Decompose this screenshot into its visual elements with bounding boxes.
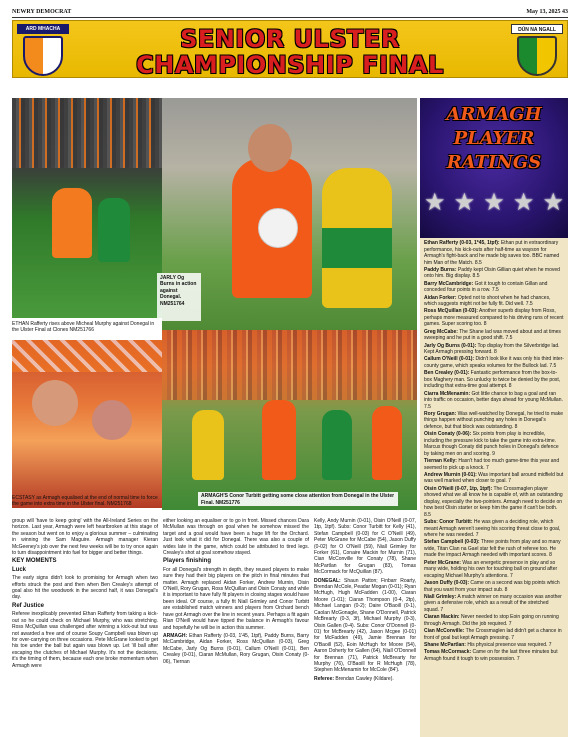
- players-finishing-heading: Players finishing: [163, 558, 212, 565]
- armagh-crest: [17, 24, 69, 76]
- ref-text: Referee inexplicably prevented Ethan Rafferty from taking a kick-out so he could check on Michael Murphy, who was stretching. Ross McQuillan was challenged after winning a kick-out but was not awarded a free and of course Soupy Campbell was blown up for over-carrying on three occasions. Pete McGrane looked to get his toe under the ball but again was blown up. Let 'ill ball after escaping the clutches of Michael Murphy. It's not the decisions, it's the timing of them, because each one broke momentum when Armagh were: [12, 611, 158, 669]
- rating-entry: [424, 343, 564, 356]
- rating-text: He was given a deciding role, which meant Armagh weren't seeing his scoring threat close to goal, where he was needed. 7: [424, 519, 561, 539]
- rating-player-name: Callum O'Neill (0-01):: [424, 356, 475, 363]
- rating-text: Opted not to shoot when he had chances, which suggests might not be fully fit. Did well. 7.5: [424, 294, 551, 308]
- rating-player-name: Ciaran Mackin:: [424, 614, 460, 621]
- rating-entry: [424, 370, 564, 390]
- rating-text: Six points from play is incredible, including the pressure kick to take the game into extra-time. Marcus though Conaty did punch holes in Donegal's defence by taking men on and scoring. 9: [424, 431, 559, 457]
- rating-entry: [424, 560, 564, 580]
- rating-player-name: Jason Duffy (0-03):: [424, 580, 470, 587]
- photo-ethan-rafferty: [12, 98, 162, 318]
- key-moments-heading: KEY MOMENTS: [12, 558, 57, 565]
- headline-line-1: SENIOR ULSTER: [180, 25, 400, 53]
- donegal-lineup: [314, 578, 416, 674]
- rating-player-name: Oisin O'Neill (0-07, 1tp, 1tpf):: [424, 485, 493, 492]
- rating-player-name: Subs: Conor Turbitt:: [424, 519, 473, 526]
- rating-text: Got it tough to contain Gillan and conceded four points in a row. 7.5: [424, 280, 548, 294]
- donegal-lineup-text: Shaun Patton; Finbarr Roarty, Brendan McCole, Peadar Mogan (0-01); Ryan McHugh, Hugh McFadden (1-00), Ciaran Moore (1-01); Ciaran Thompson (0-4, 2tp), Michael Langan (0-2); Daire O'Baoill (0-1), Caolan McGonagle, Shane O'Donnell, Patrick McBrearty (0-3, 3f), Michael Murphy (0-3), Oisin Gallen (0-4). Subs: Conor O'Donnell (0-01) for McBrearty (42), Jason Mcgee (0-01) for McFadden (49), Jamie Brennan for O'Baoill (52), Eoin McHugh for Moore (54), Aaron Doherty for Gallen (64), Niall O'Donnell for Brennan (71), Patrick McBrearty for Murphy (76), O'Baoill for R McHugh (78), Stephen McMenamin for McCole (84').: [314, 577, 416, 674]
- armagh-lineup-label: ARMAGH:: [163, 632, 188, 639]
- rating-player-name: Cian McConville:: [424, 628, 465, 635]
- rating-entry: [424, 642, 564, 649]
- donegal-shield-icon: [517, 36, 557, 76]
- rating-text: Didn't look like it was only his third inter-county game, which speaks volumes for the Bullock lad. 7.5: [424, 356, 564, 369]
- photo-conor-turbitt: [162, 330, 417, 510]
- star-icon: ★: [453, 189, 476, 216]
- rating-entry: [424, 458, 564, 471]
- rating-text: The Shane lad was moved about and at times sweeping and he put in a good shift. 7.5: [424, 328, 561, 342]
- rating-text: A match winner on many occasion was another given a defensive role, which as a result of the stretched squad. 7: [424, 593, 562, 613]
- rating-text: The Crossmaglen lad didn't get a chance in front of goal but kept Armagh pressing. 7: [424, 628, 562, 641]
- headline-banner: [12, 20, 568, 78]
- article-column-2: [163, 518, 309, 667]
- rating-player-name: Shane McPartlan:: [424, 641, 466, 648]
- rating-text: Hasn't had too much game-time this year and seemed to pick up a knock. 7: [424, 458, 560, 471]
- rating-player-name: Andrew Murnin (0-01):: [424, 471, 477, 478]
- rating-text: Fantastic performance from the box-to-box Maghery man. So unlucky to twice be denied by the post, including that extra-time goal attempt. 8: [424, 370, 561, 390]
- ratings-list: [424, 240, 564, 663]
- armagh-shield-icon: [23, 36, 63, 76]
- armagh-crest-label: ARD MHACHA: [17, 24, 69, 34]
- rating-text: Was an energetic presence in play and so many wide, holding his own for touching ball on ground after escaping Michael Murphy's attentions. 7: [424, 559, 558, 579]
- armagh-lineup-text: Ethan Rafferty (0-03, 1'45, 1tpf), Paddy Burns, Barry McCambridge, Aidan Forker, Ross McQuillan (0-03), Greg McCabe, Jarly Og Burns (0-01), Callum O'Neill (0-01), Ben Crealey (0-01), Ciaran McMullan, Rory Grugan, Oisin Conaty (0-06), Tiernan: [163, 632, 309, 665]
- rating-text: Was important ball around midfield but was well marked when closer to goal. 7: [424, 471, 564, 485]
- players-finishing-text: For all Donegal's strength in depth, they reused players to make sure they had their big players on the pitch in final minutes that matter. Armagh replaced Aidan Forker, Andrew Murnin, Oisin O'Neill, Rory Grugan, Ross McQuillan and Oisin Conaty and while it is important to have fully fit players in closing stages would have been ideal. Of course, a fully fit Niall Grimley and Conor Turbitt are established match winners and players from Orchard bench have got Armagh over the line in recent years. Perhaps a fit again Rian O'Neill would have tipped the balance in Armagh's favour and hopefully he will be in action this summer.: [163, 566, 310, 631]
- caption-conor: ARMAGH'S Conor Turbitt getting some close attention from Donegal in the Ulster Final. NM251776: [198, 492, 398, 506]
- rating-text: Three points from play and so many wide, Titan Clan na Gael star felt the rush of referee too. He made the impact Armagh needed with important scores. 8: [424, 539, 561, 559]
- donegal-crest: [511, 24, 563, 76]
- rating-player-name: Stefan Campbell (0-03):: [424, 539, 480, 546]
- rating-player-name: Jarly Og Burns (0-01):: [424, 342, 477, 349]
- rating-text: Got little chance to bag a goal and ran into traffic on occasion, better days ahead for young McMullan. 7.5: [424, 390, 563, 410]
- rating-text: Ethan put in extraordinary performance, his kick-outs after half-time as wayson for Armagh's fight-back and he made big saves too. BBC named him Man of the Match. 8.5: [424, 240, 560, 266]
- rating-entry: [424, 539, 564, 559]
- rating-entry: [424, 594, 564, 614]
- rating-player-name: Rory Grugan:: [424, 410, 457, 417]
- missed-chances-text: either looking an equaliser or to go in front. Missed chances Dara McMullan was through on goal when he somehow missed the target and a goal would have been a huge lift for the Orchard. Just look what it did for Donegal. There was also a couple of wides late in the game, which could be attributed to tired legs. Crealey's shot at goal somehow stayed.: [163, 518, 309, 557]
- rating-entry: [424, 308, 564, 328]
- ratings-header: [420, 98, 568, 238]
- donegal-lineup-label: DONEGAL:: [314, 577, 341, 584]
- rating-entry: [424, 356, 564, 369]
- rating-player-name: Paddy Burns:: [424, 266, 457, 273]
- rating-player-name: Peter McGrane:: [424, 559, 461, 566]
- luck-heading: Luck: [12, 566, 27, 573]
- paper-name: NEWRY DEMOCRAT: [12, 8, 72, 15]
- rating-entry: [424, 519, 564, 539]
- rating-entry: [424, 431, 564, 457]
- caption-ethan: ETHAN Rafferty rises above Micheal Murphy against Donegal in the Ulster Final at Clones NM251766: [12, 321, 155, 334]
- rating-player-name: Aidan Forker:: [424, 294, 457, 301]
- rating-text: The Crossmaglen player showed what we all know he is capable of, with an outstanding display, especially the two-pointers. Armagh need to decide on how best Oisin starter or keep him the game if can't be both. 8.5: [424, 485, 563, 518]
- rating-entry: [424, 649, 564, 662]
- rating-entry: [424, 614, 564, 627]
- rating-player-name: Oisin Conaty (0-06):: [424, 431, 472, 438]
- page-date: May 13, 2025 43: [526, 8, 568, 15]
- rating-text: Paddy kept Oisin Gillian quiet when he moved onto him. Big display. 8.5: [424, 266, 560, 280]
- rating-player-name: Barry McCambridge:: [424, 280, 474, 287]
- rating-entry: [424, 628, 564, 641]
- star-icon: ★: [512, 189, 535, 216]
- rating-player-name: Niall Grimley:: [424, 593, 457, 600]
- ratings-stars: [424, 190, 564, 216]
- rating-text: Another superb display from Ross, perhaps more measured compared to his driving runs of recent games. Super scoring too. 8: [424, 308, 564, 328]
- rating-player-name: Tomas McCormack:: [424, 649, 472, 656]
- rating-player-name: Ross McQuillan (0-03):: [424, 308, 478, 315]
- ref-heading: Ref Justice: [12, 602, 45, 609]
- rating-entry: [424, 472, 564, 485]
- rating-entry: [424, 580, 564, 593]
- rating-entry: [424, 391, 564, 411]
- rating-entry: [424, 240, 564, 266]
- masthead: [12, 6, 568, 18]
- rating-player-name: Ben Crealey (0-01):: [424, 370, 470, 377]
- photo-fans-ecstasy: [12, 340, 162, 508]
- rating-text: Top display from the Silverbridge lad. Kept Armagh pressing forward. 8: [424, 342, 560, 356]
- rating-text: Was well-watched by Donegal, he tried to make things happen without punching any holes in Donegal's defence, but that block was outstanding. 8: [424, 410, 564, 430]
- article-intro: group will 'have to keep going' with the All-Ireland Series on the horizon. Last year, Armagh were left heartbroken at this stage of the season but went on to enjoy a glorious summer – culminating in winning the Sam Maguire. Armagh manager Kieran McGeeney's job over the next few weeks will be to try once again to turn disappointment into fuel for bigger and better things.: [12, 518, 158, 557]
- rating-entry: [424, 281, 564, 294]
- referee-name: Brendan Cawley (Kildare).: [334, 675, 394, 682]
- article-column-1: [12, 518, 158, 671]
- rating-text: His physical presence was required. 7: [465, 641, 552, 648]
- rating-text: Came on a second was big points which that you want from your impact sub. 8: [424, 580, 560, 593]
- referee-label: Referee:: [314, 675, 335, 682]
- star-icon: ★: [483, 189, 505, 216]
- rating-entry: [424, 329, 564, 342]
- caption-ecstasy: ECSTASY as Armagh equalised at the end of normal time to force the game into extra time in the Ulster final. NM251768: [12, 495, 158, 508]
- rating-entry: [424, 295, 564, 308]
- luck-text: The early signs didn't look to promising for Armagh when two efforts struck the post and then when Ben Crealey's attempt of goal also hit the woodwork in the second half, it was Donegal's day.: [12, 575, 158, 601]
- star-icon: ★: [424, 189, 446, 216]
- caption-jarly: JARLY Og Burns in action against Donegal. NM251764: [157, 273, 201, 321]
- rating-player-name: Ethan Rafferty (0-03, 1*45, 1tpf):: [424, 240, 500, 246]
- rating-entry: [424, 411, 564, 431]
- rating-text: Never needed to stop Eoin going on running through Armagh. Did the job required. 7: [424, 614, 559, 627]
- article-column-3: [314, 518, 416, 684]
- rating-player-name: Greg McCabe:: [424, 328, 458, 335]
- rating-player-name: Ciarra McMenamin:: [424, 390, 471, 397]
- star-icon: ★: [542, 189, 564, 216]
- armagh-lineup: [163, 633, 309, 665]
- ratings-title-player: PLAYER: [453, 128, 535, 149]
- donegal-crest-label: DÚN NA NGALL: [511, 24, 563, 34]
- rating-text: Came on for the last three minutes but Armagh found it tough to win possession. 7: [424, 649, 558, 662]
- headline-line-2: CHAMPIONSHIP FINAL: [136, 51, 444, 79]
- ratings-title-armagh: ARMAGH: [446, 104, 542, 125]
- rating-entry: [424, 486, 564, 519]
- referee-line: [314, 676, 416, 682]
- rating-player-name: Tiernan Kelly:: [424, 458, 457, 465]
- armagh-subs: Kelly, Andy Murnin (0-01), Oisin O'Neill (0-07, 1tp, 1tpf). Subs: Conor Turbitt for Kelly (41), Stefan Campbell (0-03) for C O'Neill (49), Peter McGrane for McCabe (54), Jason Duffy (0-02) for O O'Neill (59), Niall Grimley for Forker (61), Conaire Mackin for Murnin (71), Cian McConville for Conaty (78), Shane McPartlan for Grugan (83), Tomas McCormack for McQuillan (87).: [314, 518, 416, 576]
- rating-entry: [424, 267, 564, 280]
- ratings-title-ratings: RATINGS: [446, 152, 542, 173]
